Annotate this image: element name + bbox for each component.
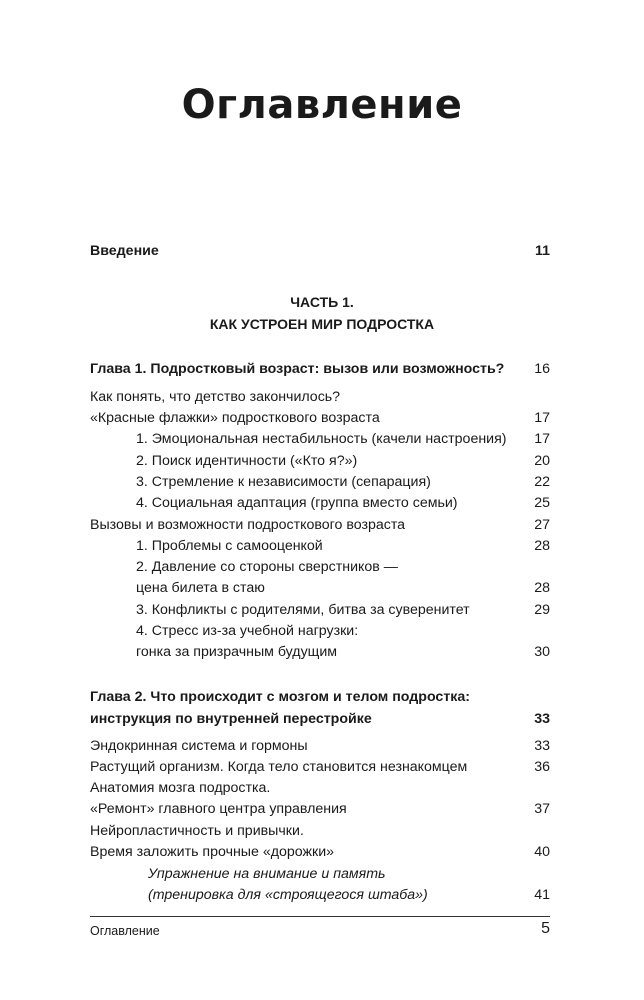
toc-page-number: 16	[534, 361, 550, 377]
toc-subentry[interactable]	[136, 641, 550, 663]
toc-entry[interactable]	[90, 514, 550, 536]
toc-page-number: 36	[534, 759, 550, 775]
toc-subentry[interactable]	[136, 599, 550, 621]
toc-entry-intro[interactable]	[90, 240, 550, 262]
toc-entry-label: Вызовы и возможности подросткового возраста	[90, 517, 406, 533]
toc-entry-label: Время заложить прочные «дорожки»	[90, 844, 335, 860]
toc-entry-label: инструкция по внутренней перестройке	[90, 711, 372, 727]
toc-entry-label: цена билета в стаю	[136, 580, 265, 596]
toc-page-number: 29	[534, 602, 550, 618]
toc-subentry[interactable]	[136, 556, 550, 578]
toc-page-number: 25	[534, 495, 550, 511]
page-number: 5	[541, 920, 550, 937]
toc-entry[interactable]	[90, 820, 550, 842]
toc-entry-label: «Красные флажки» подросткового возраста	[90, 410, 380, 426]
toc-entry[interactable]	[90, 841, 550, 863]
toc-entry-label: 2. Давление со стороны сверстников —	[136, 559, 398, 575]
toc-entry-label: (тренировка для «строящегося штаба»)	[148, 887, 428, 903]
part-title: КАК УСТРОЕН МИР ПОДРОСТКА	[209, 316, 435, 332]
toc-subentry[interactable]	[136, 450, 550, 472]
toc-entry-label: Введение	[90, 243, 159, 259]
toc-entry-label: 1. Эмоциональная нестабильность (качели настроения)	[136, 431, 507, 447]
toc-entry-label: Эндокринная система и гормоны	[90, 738, 308, 754]
toc-page-number: 33	[534, 738, 550, 754]
running-footer-title: Оглавление	[90, 924, 160, 938]
toc-entry[interactable]	[90, 386, 550, 408]
toc-entry-label: 2. Поиск идентичности («Кто я?»)	[136, 453, 358, 469]
toc-entry-label: Нейропластичность и привычки.	[90, 823, 304, 839]
footer-divider	[90, 916, 550, 917]
toc-chapter-heading[interactable]	[90, 708, 550, 730]
toc-entry[interactable]	[90, 777, 550, 799]
toc-page-number: 30	[534, 644, 550, 660]
toc-entry[interactable]	[90, 407, 550, 429]
toc-chapter-heading[interactable]	[90, 686, 550, 708]
toc-entry-label: Как понять, что детство закончилось?	[90, 389, 341, 405]
toc-entry-label: «Ремонт» главного центра управления	[90, 801, 347, 817]
toc-subentry[interactable]	[136, 535, 550, 557]
toc-entry-label: Анатомия мозга подростка.	[90, 780, 271, 796]
toc-entry-label: Глава 1. Подростковый возраст: вызов или возможность?	[90, 361, 505, 377]
toc-subentry[interactable]	[136, 471, 550, 493]
toc-page-number: 28	[534, 538, 550, 554]
toc-page-number: 20	[534, 453, 550, 469]
toc-entry-label: гонка за призрачным будущим	[136, 644, 338, 660]
toc-page-number: 27	[534, 517, 550, 533]
toc-page-number: 28	[534, 580, 550, 596]
toc-chapter-heading[interactable]	[90, 358, 550, 380]
toc-subentry[interactable]	[136, 492, 550, 514]
toc-entry-label: 1. Проблемы с самооценкой	[136, 538, 323, 554]
toc-entry[interactable]	[90, 756, 550, 778]
page-title: Оглавление	[181, 82, 463, 128]
toc-entry[interactable]	[90, 735, 550, 757]
toc-subentry[interactable]	[136, 577, 550, 599]
toc-page-number: 33	[534, 711, 550, 727]
toc-entry-label: 3. Стремление к независимости (сепарация)	[136, 474, 431, 490]
toc-entry-label: 3. Конфликты с родителями, битва за суверенитет	[136, 602, 470, 618]
part-number: ЧАСТЬ 1.	[290, 294, 354, 310]
toc-page-number: 11	[535, 243, 550, 259]
toc-page-number: 17	[534, 431, 550, 447]
toc-page-number: 17	[534, 410, 550, 426]
toc-entry[interactable]	[90, 798, 550, 820]
toc-entry-label: 4. Социальная адаптация (группа вместо семьи)	[136, 495, 458, 511]
toc-subentry[interactable]	[148, 884, 550, 906]
toc-page-number: 40	[534, 844, 550, 860]
toc-entry-label: 4. Стресс из-за учебной нагрузки:	[136, 623, 359, 639]
toc-page-number: 41	[534, 887, 550, 903]
toc-entry-label: Глава 2. Что происходит с мозгом и телом подростка:	[90, 689, 470, 705]
toc-entry-label: Растущий организм. Когда тело становится незнакомцем	[90, 759, 468, 775]
toc-page-number: 22	[534, 474, 550, 490]
toc-page-number: 37	[534, 801, 550, 817]
toc-entry-label: Упражнение на внимание и память	[148, 866, 386, 882]
toc-subentry[interactable]	[148, 863, 550, 885]
toc-subentry[interactable]	[136, 620, 550, 642]
toc-subentry[interactable]	[136, 428, 550, 450]
